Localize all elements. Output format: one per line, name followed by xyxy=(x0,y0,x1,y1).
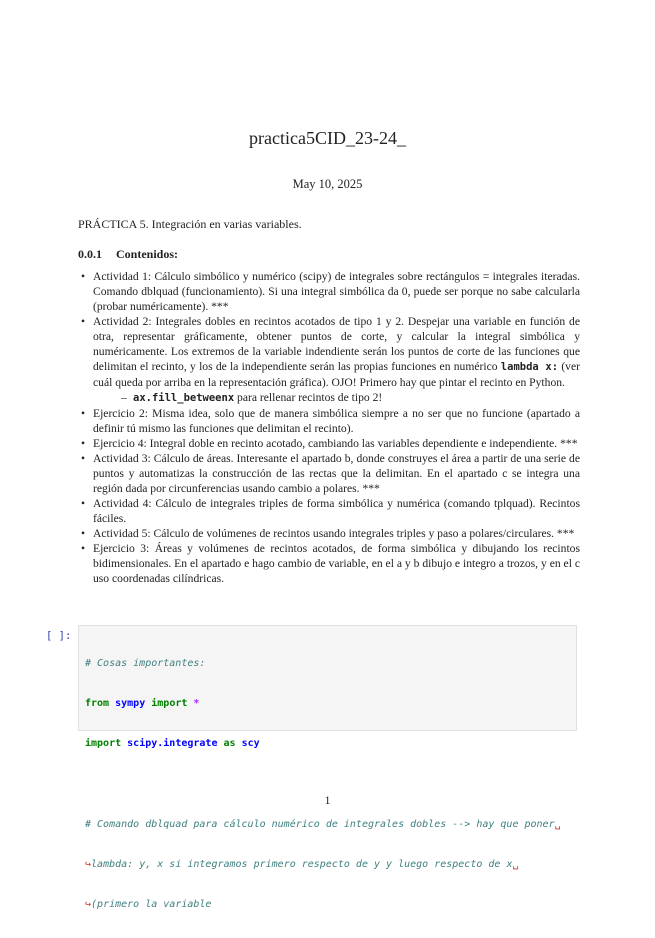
cell-prompt: [ ]: xyxy=(46,630,72,642)
code-line xyxy=(85,898,570,911)
code-keyword: as xyxy=(223,738,236,750)
code-comment: lambda: y, x si integramos primero respecto de y y luego respecto de x xyxy=(91,858,513,870)
list-item xyxy=(78,451,580,496)
list-item xyxy=(78,406,580,436)
list-item xyxy=(78,269,580,314)
list-item-text: Actividad 2: Integrales dobles en recintos acotados de tipo 1 y 2. Despejar una variable en función de otra, representar gráficamente, obtener puntos de corte, y calcular la integral simbólica y numéricamente. Los extremos de la variable indendiente serán los puntos de corte de las funciones que delimitan el recinto, y los de la independiente serán las propias funciones en numérico xyxy=(93,315,580,373)
wrap-continue-icon: ↪ xyxy=(85,858,92,870)
code-comment: (primero la variable xyxy=(91,899,212,911)
code-module: sympy xyxy=(115,698,146,710)
section-heading xyxy=(78,247,178,262)
list-item-text: Actividad 1: Cálculo simbólico y numérico (scipy) de integrales sobre rectángulos = integrales iteradas. Comando dblquad (funcionamiento). Si una integral simbólica da 0, puede ser porque no sabe calcularla (probar numéricamente). *** xyxy=(93,270,580,313)
page-number: 1 xyxy=(324,793,331,807)
line-wrap-icon: ␣ xyxy=(512,858,519,870)
code-operator: * xyxy=(193,698,200,710)
document-date: May 10, 2025 xyxy=(292,177,363,191)
code-comment: # Cosas importantes: xyxy=(85,657,206,669)
code-keyword: import xyxy=(151,698,188,710)
list-item-text: Ejercicio 2: Misma idea, solo que de manera simbólica siempre a no ser que no funcione (apartado a definir tú mismo las funciones que delimitan el recinto). xyxy=(93,407,580,435)
inline-code: ax.fill_betweenx xyxy=(133,392,235,404)
code-line xyxy=(85,657,570,670)
code-cell[interactable] xyxy=(78,625,577,911)
list-item xyxy=(78,436,580,451)
code-keyword: from xyxy=(85,698,110,710)
sublist xyxy=(93,390,580,406)
list-item-text: Ejercicio 4: Integral doble en recinto acotado, cambiando las variables dependiente e independiente. *** xyxy=(93,437,578,450)
code-line xyxy=(85,737,570,750)
list-item xyxy=(78,526,580,541)
list-item-text: Actividad 5: Cálculo de volúmenes de recintos usando integrales triples y paso a polares/circulares. *** xyxy=(93,527,575,540)
code-line xyxy=(85,858,570,871)
intro-text: PRÁCTICA 5. Integración en varias variables. xyxy=(78,217,302,231)
section-title: Contenidos: xyxy=(116,247,179,261)
contents-list xyxy=(78,269,580,586)
code-module: scipy.integrate xyxy=(127,738,218,750)
wrap-continue-icon: ↪ xyxy=(85,899,92,911)
list-item-text: Actividad 4: Cálculo de integrales triples de forma simbólica y numérica (comando tplquad). Recintos fáciles. xyxy=(93,497,580,525)
list-item-text: Ejercicio 3: Áreas y volúmenes de recintos acotados, de forma simbólica y dibujando los recintos bidimensionales. En el apartado e hago cambio de variable, en el a y b dibujo e integro a trozos, y en el c uso coordenadas cilíndricas. xyxy=(93,542,580,585)
code-line xyxy=(85,697,570,710)
list-item-text: Actividad 3: Cálculo de áreas. Interesante el apartado b, donde construyes el área a partir de una serie de puntos y automatizas la construcción de las rectas que la delimitan. En el apartado c se integra una región dada por circunferencias usando cambio a polares. *** xyxy=(93,452,580,495)
code-keyword: import xyxy=(85,738,122,750)
sublist-item-text: para rellenar recintos de tipo 2! xyxy=(234,391,383,404)
list-item xyxy=(78,314,580,406)
list-item xyxy=(78,496,580,526)
inline-code: lambda x: xyxy=(500,361,559,373)
sublist-item xyxy=(133,390,580,406)
code-alias: scy xyxy=(241,738,260,750)
document-title: practica5CID_23-24_ xyxy=(249,128,406,148)
code-line xyxy=(85,818,570,831)
section-number: 0.0.1 xyxy=(78,247,102,261)
list-item xyxy=(78,541,580,586)
list-item-text: (ver cuál queda por arriba en la representación gráfica). OJO! Primero hay que pintar el recinto en Python. xyxy=(93,360,580,389)
line-wrap-icon: ␣ xyxy=(554,818,561,830)
code-line-blank xyxy=(85,777,570,790)
code-comment: # Comando dblquad para cálculo numérico de integrales dobles --> hay que poner xyxy=(85,818,555,830)
